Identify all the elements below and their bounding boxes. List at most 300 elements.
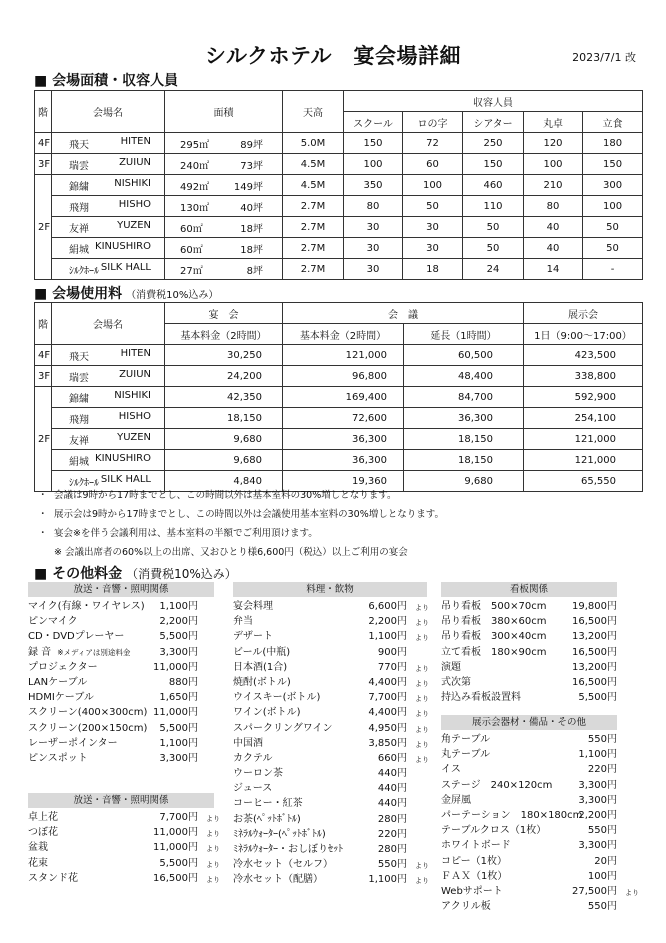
capacity-value-cell: 40 [524, 238, 583, 259]
price-item-price: 1,100円 [578, 749, 617, 761]
venue-name-jp: ｼﾙｸﾎｰﾙ [69, 265, 99, 277]
area-sqm: 60㎡ [180, 244, 203, 256]
venue-name-jp: 飛翔 [69, 414, 89, 426]
capacity-header-capacity: 収容人員 [344, 91, 643, 112]
area-sqm: 295㎡ [180, 139, 210, 151]
price-item-label: スタンド花 [28, 872, 78, 884]
price-item-price: 5,500円 [159, 722, 198, 734]
price-item [233, 751, 427, 766]
area-tsubo: 149坪 [233, 181, 263, 193]
price-item-name [441, 614, 546, 629]
price-item-label: ホワイトボード [441, 840, 511, 852]
area-sqm: 130㎡ [180, 202, 210, 214]
venue-name [55, 157, 161, 172]
meeting-fee-cell: 72,600 [283, 408, 404, 429]
price-item [441, 732, 617, 747]
area-values [168, 178, 279, 193]
capacity-value-cell: 150 [344, 133, 403, 154]
venue-name-en: YUZEN [117, 431, 151, 443]
capacity-value-cell: 18 [403, 259, 463, 280]
price-item-price: 550円 [587, 734, 617, 745]
price-item-price: 220円 [587, 764, 617, 776]
price-from-label: より [415, 634, 429, 643]
banquet-fee-cell: 9,680 [165, 429, 283, 450]
price-item-label: ジュース [233, 783, 273, 795]
price-item-name [233, 751, 273, 766]
fees-header-meeting-extension: 延長（1時間） [404, 324, 524, 345]
price-item [441, 869, 617, 884]
meeting-fee-cell: 36,300 [283, 429, 404, 450]
price-item-name [441, 808, 582, 823]
price-item [28, 825, 220, 840]
fees-header-meeting-basic: 基本料金（2時間） [283, 324, 404, 345]
area-sqm: 240㎡ [180, 160, 210, 172]
capacity-header-floor: 階 [35, 91, 52, 133]
price-item-label: スクリーン(200×150cm) [28, 722, 148, 734]
price-from-label: より [415, 664, 429, 673]
venue-name-jp: 飛天 [69, 351, 89, 363]
price-item-price: 16,500円 [572, 676, 617, 688]
price-item [441, 675, 617, 690]
fee-row [35, 345, 643, 366]
price-item [233, 736, 427, 751]
capacity-style-header: シアター [463, 112, 524, 133]
price-item-price: 13,200円 [572, 661, 617, 673]
venue-name-en: ZUIUN [119, 368, 151, 380]
price-item-label: つぼ花 [28, 827, 58, 839]
price-item-label: CD・DVDプレーヤー [28, 631, 125, 643]
price-item-price: 3,300円 [578, 779, 617, 791]
price-item-price: 19,800円 [572, 601, 617, 612]
price-from-label: より [415, 725, 429, 734]
price-item-label: 金屏風 [441, 794, 471, 806]
capacity-value-cell: 120 [524, 133, 583, 154]
price-item [28, 736, 214, 751]
capacity-value-cell: 30 [403, 238, 463, 259]
capacity-value-cell: 14 [524, 259, 583, 280]
price-item-price: 440円 [377, 768, 407, 780]
capacity-value-cell: 150 [463, 154, 524, 175]
price-item-name [233, 599, 273, 614]
price-item-price: 1,100円 [159, 601, 198, 612]
meeting-fee-cell: 96,800 [283, 366, 404, 387]
price-item-label: 日本酒(1合) [233, 661, 288, 673]
price-item [441, 899, 617, 914]
price-list-av [28, 582, 214, 766]
venue-cell [52, 238, 165, 259]
price-item-name [441, 869, 507, 884]
price-item [28, 840, 220, 855]
price-item-name [28, 614, 78, 629]
price-item-label: プロジェクター [28, 661, 98, 673]
capacity-row [35, 259, 643, 280]
area-cell [165, 259, 283, 280]
venue-cell [52, 366, 165, 387]
capacity-style-header: 丸卓 [524, 112, 583, 133]
venue-name-en: HISHO [118, 410, 151, 422]
price-from-label: より [206, 860, 220, 869]
price-item-name [441, 732, 490, 747]
price-item-label: 吊り看板 380×60cm [441, 616, 547, 628]
price-from-label: より [625, 888, 639, 897]
price-item-name [441, 690, 521, 705]
venue-cell [52, 154, 165, 175]
venue-cell [52, 133, 165, 154]
capacity-value-cell: 50 [583, 217, 643, 238]
price-item [28, 660, 214, 675]
capacity-style-header: ロの字 [403, 112, 463, 133]
price-item [441, 884, 639, 899]
price-item [441, 599, 617, 614]
fees-header-exhibition-day: 1日（9:00～17:00） [524, 324, 643, 345]
price-item-name [441, 884, 503, 899]
price-list-food-drink [233, 582, 427, 888]
price-item [233, 812, 427, 827]
price-item-label: スクリーン(400×300cm) [28, 707, 148, 719]
floor-cell: 3F [35, 154, 52, 175]
price-from-label: より [415, 740, 429, 749]
ceiling-height-cell: 2.7M [283, 217, 344, 238]
area-tsubo: 18坪 [240, 223, 263, 235]
price-item-name [28, 840, 48, 855]
capacity-value-cell: 72 [403, 133, 463, 154]
extension-fee-cell: 84,700 [404, 387, 524, 408]
price-item-name [233, 796, 303, 811]
price-item-label: ビール(中瓶) [233, 646, 291, 658]
exhibition-fee-cell: 121,000 [524, 450, 643, 471]
capacity-value-cell: 460 [463, 175, 524, 196]
price-item-price: 550円 [587, 825, 617, 837]
price-item-price: 2,200円 [159, 616, 198, 628]
extension-fee-cell: 18,150 [404, 429, 524, 450]
price-item-label: お茶(ﾍﾟｯﾄﾎﾞﾄﾙ) [233, 813, 301, 825]
capacity-value-cell: 100 [344, 154, 403, 175]
venue-name-jp: 錦繍 [69, 181, 89, 193]
capacity-value-cell: 150 [583, 154, 643, 175]
ceiling-height-cell: 2.7M [283, 238, 344, 259]
price-item [441, 614, 617, 629]
price-item-name [233, 645, 290, 660]
note-item: ・ 展示会は9時から17時までとし、この時間以外は会議使用基本室料の30%増しとなります。 [38, 509, 444, 520]
price-item-price: 11,000円 [153, 827, 198, 839]
price-item [233, 599, 427, 614]
price-item-label: 宴会料理 [233, 601, 273, 612]
price-list-header: 料理・飲物 [233, 582, 427, 597]
price-item-label: ピンマイク [28, 616, 78, 628]
venue-name-jp: 友禅 [69, 435, 89, 447]
ceiling-height-cell: 4.5M [283, 175, 344, 196]
meeting-fee-cell: 121,000 [283, 345, 404, 366]
venue-name [55, 241, 161, 256]
price-item-label: ﾐﾈﾗﾙｳｫｰﾀｰ・おしぼりｾｯﾄ [233, 844, 343, 855]
venue-name [55, 199, 161, 214]
price-item [28, 751, 214, 766]
price-item [441, 629, 617, 644]
meeting-fee-cell: 36,300 [283, 450, 404, 471]
fees-header-floor: 階 [35, 303, 52, 345]
exhibition-fee-cell: 121,000 [524, 429, 643, 450]
price-item-label: 盆栽 [28, 842, 48, 854]
note-subitem: ※ 会議出席者の60%以上の出席、又おひとり様6,600円（税込）以上ご利用の宴会 [54, 547, 408, 558]
capacity-value-cell: 250 [463, 133, 524, 154]
price-item [233, 857, 427, 872]
price-item-price: 2,200円 [368, 616, 407, 628]
area-values [168, 136, 279, 151]
capacity-row [35, 196, 643, 217]
price-item-name [233, 736, 263, 751]
price-item-label: ウイスキー(ボトル) [233, 692, 321, 704]
venue-name-jp: 飛天 [69, 139, 89, 151]
price-item [28, 675, 214, 690]
price-item [441, 762, 617, 777]
price-item-label: ワイン(ボトル) [233, 707, 301, 719]
price-item-label: 花束 [28, 857, 48, 869]
fees-header-exhibition: 展示会 [524, 303, 643, 324]
venue-name [55, 369, 161, 384]
price-item-label: 持込み看板設置料 [441, 692, 521, 704]
area-sqm: 492㎡ [180, 181, 210, 193]
price-item [233, 690, 427, 705]
price-item-price: 4,400円 [368, 676, 407, 688]
exhibition-fee-cell: 592,900 [524, 387, 643, 408]
area-cell [165, 238, 283, 259]
capacity-section-heading: ■ 会場面積・収容人員 [34, 73, 179, 89]
price-item-label: テーブルクロス（1枚） [441, 825, 547, 837]
area-tsubo: 18坪 [240, 244, 263, 256]
area-values [168, 157, 279, 172]
venue-name-en: NISHIKI [114, 177, 151, 189]
price-item-price: 16,500円 [572, 646, 617, 658]
venue-cell [52, 259, 165, 280]
price-item [441, 854, 617, 869]
price-item [233, 827, 427, 842]
price-item-label: ピンスポット [28, 752, 88, 764]
fees-table [34, 302, 643, 492]
area-values [168, 262, 279, 277]
venue-name [55, 136, 161, 151]
area-tsubo: 89坪 [240, 139, 263, 151]
price-item-name [441, 599, 546, 614]
floor-cell: 4F [35, 133, 52, 154]
banquet-fee-cell: 24,200 [165, 366, 283, 387]
venue-cell [52, 217, 165, 238]
price-list-equipment [441, 715, 639, 914]
price-item-name [233, 781, 272, 796]
price-item-name [441, 747, 490, 762]
price-item-price: 1,100円 [368, 631, 407, 643]
price-item-name [441, 675, 471, 690]
price-item-name [28, 599, 145, 614]
price-item [28, 645, 214, 660]
venue-cell [52, 175, 165, 196]
venue-name-jp: 絹城 [69, 456, 89, 468]
other-fees-section-heading: ■ その他料金 （消費税10%込み） [34, 566, 237, 582]
price-item-label: デザート [233, 631, 273, 643]
price-item [233, 629, 427, 644]
price-item-label: ﾐﾈﾗﾙｳｫｰﾀｰ(ﾍﾟｯﾄﾎﾞﾄﾙ) [233, 828, 326, 840]
price-list-header: 展示会器材・備品・その他 [441, 715, 617, 730]
price-item-name [233, 857, 333, 872]
price-item-price: 5,500円 [159, 631, 198, 643]
price-item [28, 705, 214, 720]
capacity-value-cell: 50 [583, 238, 643, 259]
price-item-label: 卓上花 [28, 812, 58, 823]
capacity-value-cell: 24 [463, 259, 524, 280]
venue-name [55, 432, 161, 447]
area-values [168, 220, 279, 235]
area-values [168, 199, 279, 214]
ceiling-height-cell: 2.7M [283, 196, 344, 217]
price-from-label: より [206, 830, 220, 839]
price-item-label: 丸テーブル [441, 749, 491, 761]
venue-cell [52, 196, 165, 217]
area-sqm: 60㎡ [180, 223, 203, 235]
price-item-price: 11,000円 [153, 661, 198, 673]
price-list-flowers [28, 793, 220, 886]
price-item-price: 27,500円 [572, 885, 617, 897]
capacity-value-cell: 30 [403, 217, 463, 238]
capacity-style-header: スクール [344, 112, 403, 133]
price-item-price: 16,500円 [572, 616, 617, 628]
price-from-label: より [415, 710, 429, 719]
price-item-label: イス [441, 764, 461, 776]
price-item-name [28, 705, 147, 720]
price-from-label: より [415, 604, 429, 612]
banquet-fee-cell: 9,680 [165, 450, 283, 471]
capacity-heading-text: 会場面積・収容人員 [52, 73, 179, 89]
capacity-value-cell: 80 [344, 196, 403, 217]
price-item-name [233, 660, 287, 675]
venue-name [55, 411, 161, 426]
price-item-name [233, 629, 273, 644]
price-item-name [233, 675, 291, 690]
venue-name-jp: 錦繍 [69, 393, 89, 405]
capacity-row [35, 238, 643, 259]
price-item-price: 13,200円 [572, 631, 617, 643]
capacity-value-cell: 30 [344, 238, 403, 259]
extension-fee-cell: 18,150 [404, 450, 524, 471]
price-item [233, 645, 427, 660]
price-item [28, 721, 214, 736]
price-item-price: 1,650円 [159, 692, 198, 704]
price-item-price: 3,850円 [368, 737, 407, 749]
price-list-header: 放送・音響・照明関係 [28, 582, 214, 597]
price-item-name [441, 854, 507, 869]
capacity-value-cell: 210 [524, 175, 583, 196]
capacity-value-cell: 300 [583, 175, 643, 196]
price-item-price: 280円 [377, 844, 407, 855]
price-item-name [28, 660, 98, 675]
capacity-style-header: 立食 [583, 112, 643, 133]
price-item-name [28, 871, 78, 886]
price-item-price: 1,100円 [159, 737, 198, 749]
price-item [233, 721, 427, 736]
price-item-price: 3,300円 [159, 646, 198, 658]
price-item-price: 7,700円 [368, 692, 407, 704]
price-item [28, 614, 214, 629]
price-item [233, 705, 427, 720]
fees-heading-text: 会場使用料 [52, 286, 123, 302]
capacity-header-area: 面積 [165, 91, 283, 133]
price-item-label: アクリル板 [441, 901, 491, 913]
venue-name [55, 348, 161, 363]
price-item-name [28, 721, 147, 736]
price-item-price: 220円 [377, 828, 407, 840]
price-item-label: 中国酒 [233, 737, 263, 749]
price-item [28, 599, 214, 614]
price-item-price: 3,300円 [578, 840, 617, 852]
price-item [233, 872, 427, 887]
price-item-label: 焼酎(ボトル) [233, 676, 291, 688]
price-from-label: より [415, 755, 429, 764]
price-item-label: ステージ 240×120cm [441, 779, 553, 791]
venue-name-en: SILK HALL [100, 473, 151, 485]
price-item-name [441, 629, 546, 644]
price-item-name [28, 825, 58, 840]
exhibition-fee-cell: 254,100 [524, 408, 643, 429]
price-item [441, 660, 617, 675]
area-sqm: 27㎡ [180, 265, 203, 277]
extension-fee-cell: 36,300 [404, 408, 524, 429]
price-item-price: 4,400円 [368, 707, 407, 719]
price-item-label: 角テーブル [441, 734, 491, 745]
price-item-label: 吊り看板 500×70cm [441, 601, 547, 612]
venue-cell [52, 429, 165, 450]
price-item [28, 629, 214, 644]
price-item-label: 冷水セット（配膳） [233, 874, 323, 886]
price-item-name [233, 812, 301, 827]
price-from-label: より [206, 845, 220, 854]
price-item-price: 5,500円 [578, 692, 617, 704]
price-from-label: より [415, 679, 429, 688]
price-item [233, 660, 427, 675]
price-item [441, 808, 617, 823]
price-item-name [441, 660, 461, 675]
meeting-fee-cell: 19,360 [283, 471, 404, 492]
price-item-name [28, 690, 94, 705]
capacity-header-ceiling: 天高 [283, 91, 344, 133]
page-title: シルクホテル 宴会場詳細 [204, 44, 461, 68]
fee-row [35, 366, 643, 387]
price-list-header: 放送・音響・照明関係 [28, 793, 214, 808]
price-item [441, 778, 617, 793]
price-item-price: 770円 [377, 661, 407, 673]
floor-cell: 3F [35, 366, 52, 387]
price-item-price: 16,500円 [153, 872, 198, 884]
capacity-value-cell: 40 [524, 217, 583, 238]
venue-name [55, 453, 161, 468]
price-item [441, 838, 617, 853]
price-item-label: 立て看板 180×90cm [441, 646, 547, 658]
venue-name-jp: 絹城 [69, 244, 89, 256]
venue-name [55, 262, 161, 277]
price-from-label: より [415, 877, 429, 886]
price-item [441, 690, 617, 705]
price-item-name [28, 675, 87, 690]
capacity-value-cell: 100 [524, 154, 583, 175]
price-item-label: ウーロン茶 [233, 768, 283, 780]
floor-cell: 4F [35, 345, 52, 366]
price-item [441, 747, 617, 762]
price-item-label: 演題 [441, 661, 461, 673]
price-item-price: 440円 [377, 783, 407, 795]
area-cell [165, 154, 283, 175]
venue-name [55, 220, 161, 235]
price-item-name [441, 793, 471, 808]
venue-name [55, 178, 161, 193]
price-item-price: 660円 [377, 752, 407, 764]
price-item-name [441, 823, 546, 838]
